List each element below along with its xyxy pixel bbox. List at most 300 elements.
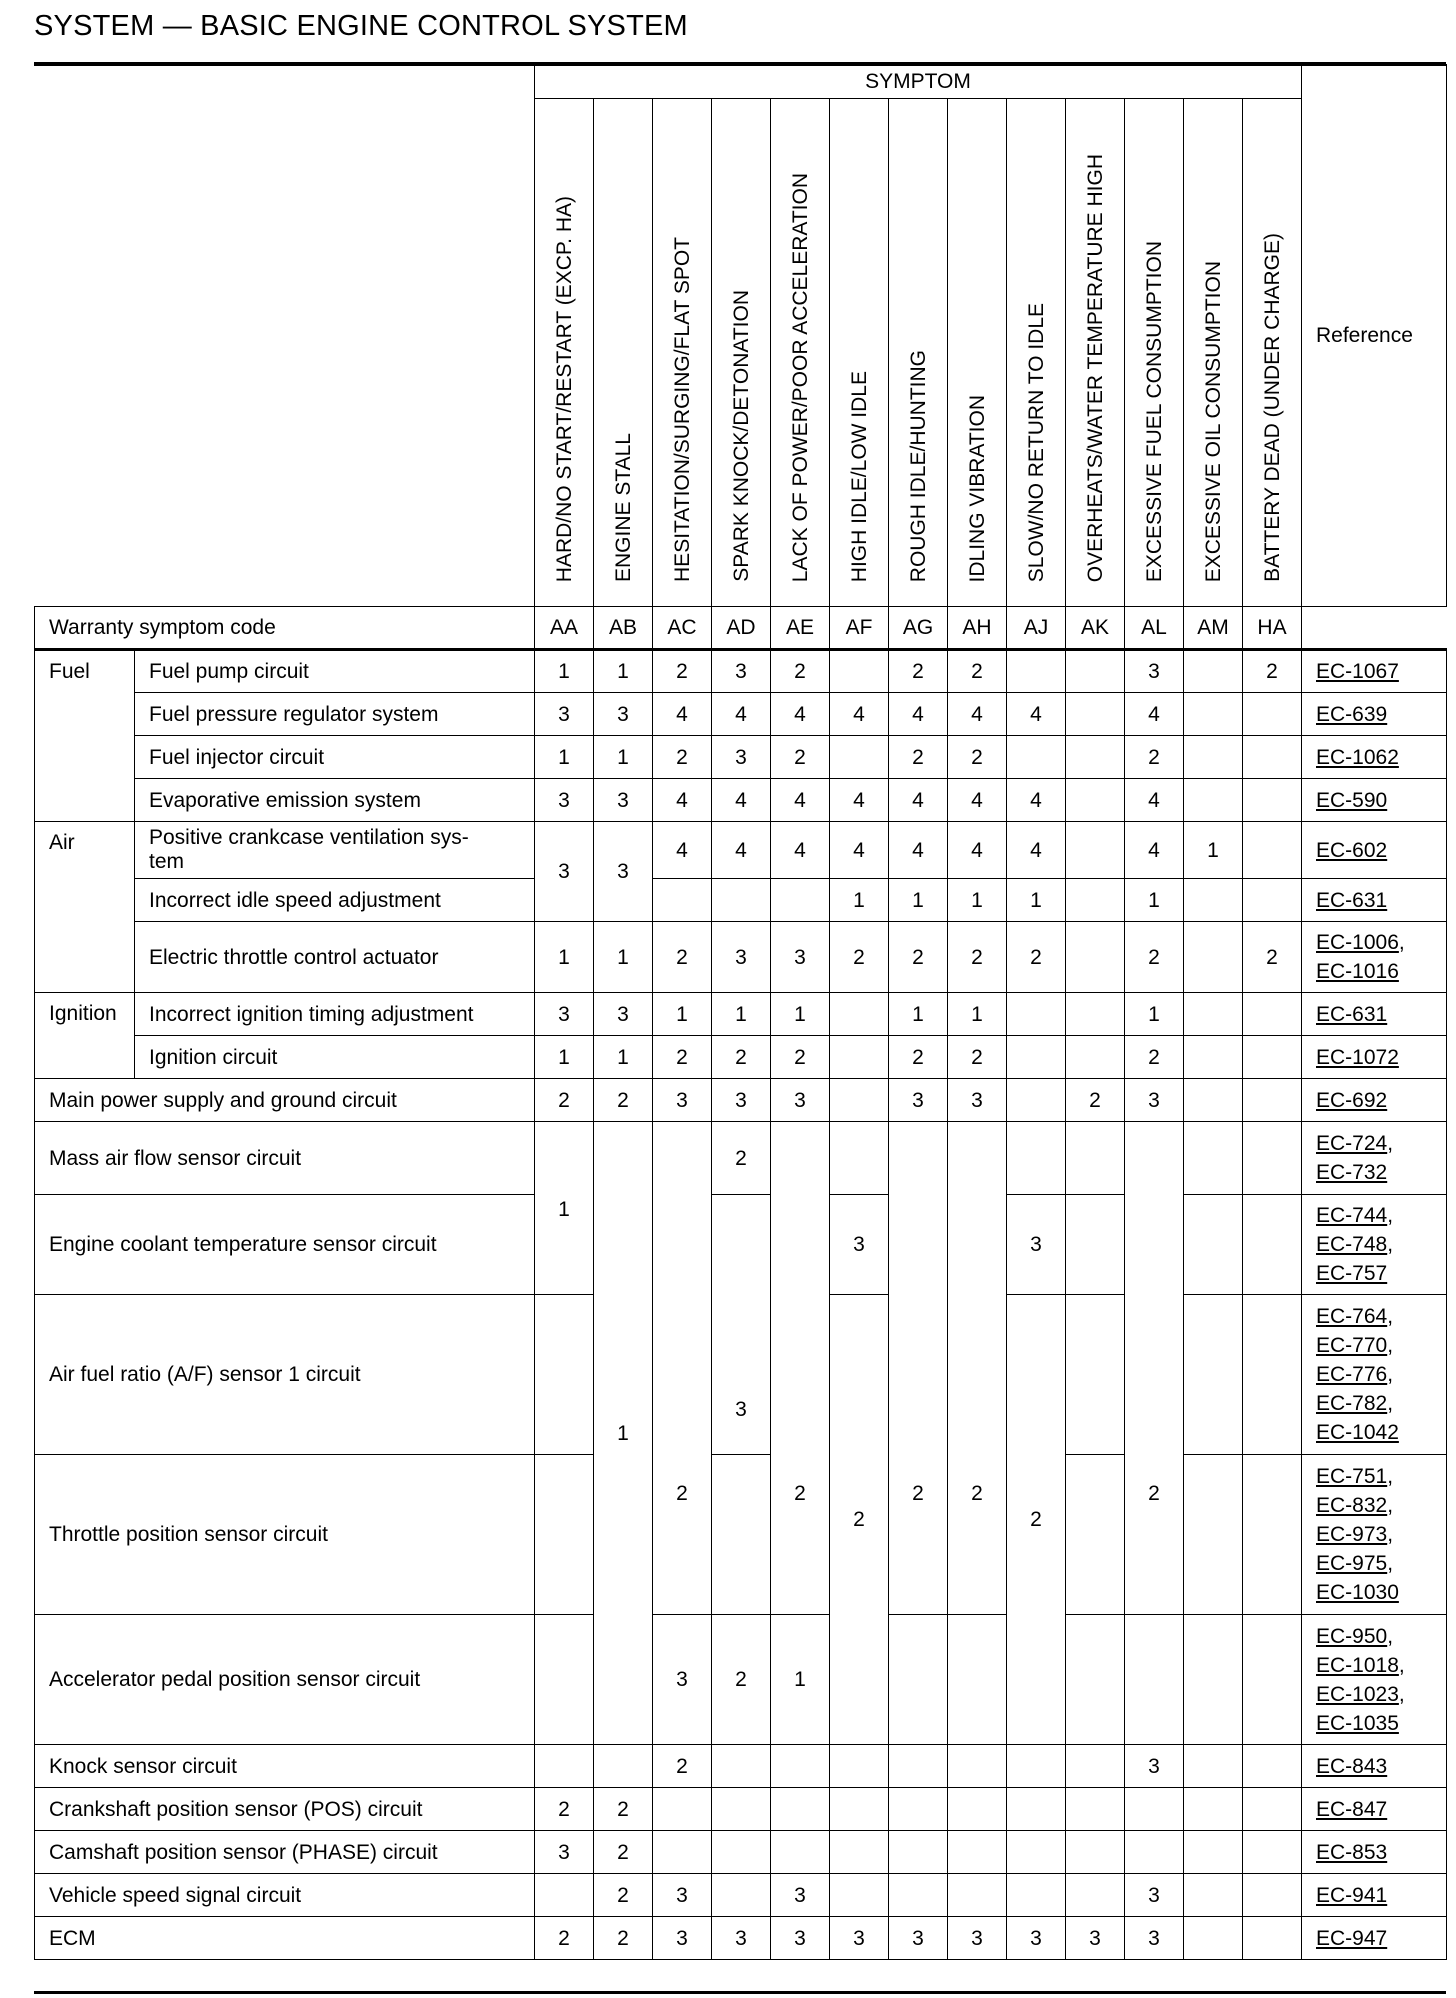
value-cell (1066, 1195, 1125, 1295)
reference-link[interactable]: EC-776 (1316, 1363, 1388, 1386)
value-cell: 3 (535, 822, 594, 922)
value-cell (1066, 1745, 1125, 1788)
reference-link[interactable]: EC-847 (1316, 1797, 1388, 1821)
reference-link[interactable]: EC-751 (1316, 1465, 1388, 1488)
reference-link[interactable]: EC-590 (1316, 788, 1388, 812)
value-cell: 2 (889, 650, 948, 693)
reference-link[interactable]: EC-832 (1316, 1494, 1388, 1517)
value-cell: 2 (1125, 1036, 1184, 1079)
reference-link[interactable]: EC-1018 (1316, 1653, 1399, 1677)
value-cell: 2 (948, 1122, 1007, 1615)
value-cell (1184, 993, 1243, 1036)
value-cell (1243, 693, 1302, 736)
value-cell (1184, 736, 1243, 779)
warranty-code: AB (594, 607, 653, 650)
header-blank (35, 65, 535, 607)
value-cell (1184, 1615, 1243, 1745)
row-label: Knock sensor circuit (35, 1745, 535, 1788)
value-cell: 4 (889, 779, 948, 822)
value-cell: 3 (594, 779, 653, 822)
value-cell: 2 (771, 650, 830, 693)
warranty-code: AD (712, 607, 771, 650)
value-cell: 3 (1125, 650, 1184, 693)
value-cell (1184, 1788, 1243, 1831)
reference-cell (1302, 779, 1447, 822)
reference-link[interactable]: EC-764 (1316, 1305, 1388, 1328)
reference-cell (1302, 1831, 1447, 1874)
value-cell (1184, 1036, 1243, 1079)
value-cell: 1 (1184, 822, 1243, 879)
symptom-name: HARD/NO START/RESTART (EXCP. HA) (552, 195, 576, 582)
value-cell: 2 (889, 736, 948, 779)
value-cell: 3 (771, 1079, 830, 1122)
row-label: Mass air flow sensor circuit (35, 1122, 535, 1195)
value-cell (1184, 650, 1243, 693)
value-cell: 2 (653, 736, 712, 779)
reference-link[interactable]: EC-950 (1316, 1624, 1388, 1648)
value-cell (1007, 1036, 1066, 1079)
value-cell (771, 1788, 830, 1831)
row-label: Camshaft position sensor (PHASE) circuit (35, 1831, 535, 1874)
row-label: Electric throttle control actuator (135, 922, 535, 993)
reference-link[interactable]: EC-744 (1316, 1204, 1388, 1227)
value-cell: 2 (594, 1831, 653, 1874)
value-cell: 2 (1066, 1079, 1125, 1122)
value-cell (1066, 1295, 1125, 1455)
value-cell (1125, 1831, 1184, 1874)
value-cell: 3 (712, 1195, 771, 1455)
value-cell (889, 1745, 948, 1788)
value-cell (535, 1615, 594, 1745)
value-cell (1243, 1036, 1302, 1079)
page-title: SYSTEM — BASIC ENGINE CONTROL SYSTEM (34, 10, 688, 42)
reference-link[interactable]: EC-947 (1316, 1926, 1388, 1950)
symptom-name-cell (594, 99, 653, 607)
value-cell: 1 (535, 1122, 594, 1295)
value-cell: 4 (830, 779, 889, 822)
value-cell: 4 (830, 693, 889, 736)
value-cell: 3 (535, 1831, 594, 1874)
value-cell: 2 (653, 1122, 712, 1615)
value-cell (830, 1831, 889, 1874)
value-cell (712, 1874, 771, 1917)
value-cell: 3 (653, 1079, 712, 1122)
value-cell: 3 (1007, 1195, 1066, 1295)
value-cell: 1 (1125, 879, 1184, 922)
reference-cell: EC-764, EC-770, EC-776, EC-782, EC-1042 (1302, 1295, 1447, 1455)
reference-link[interactable]: EC-631 (1316, 1002, 1388, 1026)
value-cell: 3 (535, 993, 594, 1036)
value-cell (1184, 1455, 1243, 1615)
value-cell: 4 (712, 779, 771, 822)
value-cell (948, 1874, 1007, 1917)
group-air: Air (35, 822, 135, 993)
row-label-line: Positive crankcase ventilation sys- (149, 826, 469, 849)
value-cell: 2 (948, 650, 1007, 693)
value-cell (1184, 1195, 1243, 1295)
value-cell: 1 (1007, 879, 1066, 922)
value-cell (1007, 1079, 1066, 1122)
value-cell: 3 (1007, 1917, 1066, 1960)
value-cell (1066, 1831, 1125, 1874)
value-cell: 4 (889, 822, 948, 879)
reference-link[interactable]: EC-639 (1316, 702, 1388, 726)
value-cell: 2 (889, 1036, 948, 1079)
row-label: ECM (35, 1917, 535, 1960)
reference-link[interactable]: EC-1035 (1316, 1711, 1399, 1735)
reference-link[interactable]: EC-770 (1316, 1334, 1388, 1357)
value-cell (948, 1831, 1007, 1874)
value-cell (889, 1615, 948, 1745)
reference-cell (1302, 736, 1447, 779)
value-cell: 1 (771, 1615, 830, 1745)
row-label: Air fuel ratio (A/F) sensor 1 circuit (35, 1295, 535, 1455)
value-cell (1243, 1122, 1302, 1195)
value-cell (1243, 1831, 1302, 1874)
value-cell (1184, 1874, 1243, 1917)
value-cell: 1 (830, 879, 889, 922)
value-cell: 2 (535, 1917, 594, 1960)
value-cell: 3 (535, 779, 594, 822)
reference-link[interactable]: EC-1030 (1316, 1581, 1399, 1604)
value-cell (1007, 1874, 1066, 1917)
value-cell: 3 (830, 1195, 889, 1295)
warranty-code: AF (830, 607, 889, 650)
reference-cell (1302, 693, 1447, 736)
reference-link[interactable]: EC-631 (1316, 888, 1388, 912)
value-cell (1066, 1455, 1125, 1615)
value-cell: 4 (948, 693, 1007, 736)
reference-link[interactable]: EC-748 (1316, 1233, 1388, 1256)
symptom-name-cell (1243, 99, 1302, 607)
reference-cell (1302, 1079, 1447, 1122)
reference-cell: EC-724, EC-732 (1302, 1122, 1447, 1195)
value-cell: 1 (535, 1036, 594, 1079)
value-cell (1007, 1122, 1066, 1195)
value-cell (1243, 1455, 1302, 1615)
value-cell: 4 (830, 822, 889, 879)
warranty-code: AC (653, 607, 712, 650)
value-cell: 2 (1125, 736, 1184, 779)
bottom-rule (34, 1991, 1446, 1994)
value-cell (1243, 1195, 1302, 1295)
reference-link[interactable]: EC-724 (1316, 1132, 1388, 1155)
warranty-code: AL (1125, 607, 1184, 650)
reference-link[interactable]: EC-973 (1316, 1523, 1388, 1546)
value-cell: 2 (771, 736, 830, 779)
value-cell (1066, 693, 1125, 736)
value-cell: 2 (653, 650, 712, 693)
reference-link[interactable]: EC-1072 (1316, 1045, 1399, 1069)
warranty-code: AH (948, 607, 1007, 650)
value-cell: 4 (771, 693, 830, 736)
value-cell: 2 (1243, 650, 1302, 693)
reference-cell: EC-1006, EC-1016 (1302, 922, 1447, 993)
value-cell (889, 1831, 948, 1874)
value-cell (1243, 1295, 1302, 1455)
value-cell: 4 (653, 822, 712, 879)
value-cell (535, 1745, 594, 1788)
value-cell: 3 (771, 1874, 830, 1917)
value-cell: 1 (535, 922, 594, 993)
reference-cell (1302, 1745, 1447, 1788)
value-cell: 2 (830, 1295, 889, 1745)
value-cell: 4 (712, 822, 771, 879)
value-cell: 2 (594, 1788, 653, 1831)
value-cell (1184, 879, 1243, 922)
value-cell (1066, 736, 1125, 779)
value-cell: 3 (948, 1917, 1007, 1960)
value-cell (653, 1831, 712, 1874)
value-cell (1243, 779, 1302, 822)
value-cell (712, 1831, 771, 1874)
value-cell: 3 (1125, 1874, 1184, 1917)
value-cell (889, 1874, 948, 1917)
value-cell (1066, 822, 1125, 879)
symptom-name: EXCESSIVE OIL CONSUMPTION (1201, 260, 1225, 582)
value-cell (712, 879, 771, 922)
value-cell (1184, 693, 1243, 736)
value-cell (1243, 736, 1302, 779)
symptom-name: SLOW/NO RETURN TO IDLE (1024, 302, 1048, 582)
value-cell: 1 (594, 1122, 653, 1745)
value-cell: 3 (1125, 1079, 1184, 1122)
value-cell (1243, 1874, 1302, 1917)
reference-cell: EC-950, EC-1018, EC-1023, EC-1035 (1302, 1615, 1447, 1745)
value-cell (1007, 1745, 1066, 1788)
symptom-name-cell (889, 99, 948, 607)
value-cell: 4 (653, 693, 712, 736)
value-cell: 3 (712, 922, 771, 993)
value-cell (889, 1788, 948, 1831)
reference-link[interactable]: EC-1023 (1316, 1682, 1399, 1706)
value-cell (830, 1079, 889, 1122)
value-cell: 2 (771, 1122, 830, 1615)
value-cell (1184, 1917, 1243, 1960)
symptom-name-cell (771, 99, 830, 607)
value-cell: 3 (1125, 1745, 1184, 1788)
value-cell: 2 (889, 1122, 948, 1615)
symptom-name: HESITATION/SURGING/FLAT SPOT (670, 237, 694, 582)
value-cell: 1 (1125, 993, 1184, 1036)
value-cell: 1 (771, 993, 830, 1036)
value-cell: 2 (771, 1036, 830, 1079)
reference-link[interactable]: EC-1042 (1316, 1421, 1399, 1444)
value-cell (1184, 1745, 1243, 1788)
row-label: Ignition circuit (135, 1036, 535, 1079)
value-cell: 1 (594, 922, 653, 993)
value-cell: 2 (1125, 1122, 1184, 1615)
reference-link[interactable]: EC-843 (1316, 1754, 1388, 1778)
group-fuel: Fuel (35, 650, 135, 822)
value-cell: 2 (830, 922, 889, 993)
value-cell (535, 1295, 594, 1455)
value-cell: 3 (1125, 1917, 1184, 1960)
row-label: Evaporative emission system (135, 779, 535, 822)
value-cell (712, 1455, 771, 1615)
value-cell: 1 (535, 650, 594, 693)
value-cell (1243, 993, 1302, 1036)
value-cell: 4 (1007, 693, 1066, 736)
value-cell (771, 1831, 830, 1874)
value-cell: 2 (712, 1036, 771, 1079)
reference-header: Reference (1302, 65, 1447, 607)
value-cell (830, 1036, 889, 1079)
value-cell (1184, 1122, 1243, 1195)
value-cell: 2 (594, 1874, 653, 1917)
value-cell: 2 (948, 1036, 1007, 1079)
reference-cell: EC-744, EC-748, EC-757 (1302, 1195, 1447, 1295)
group-ignition: Ignition (35, 993, 135, 1079)
value-cell (830, 1122, 889, 1195)
value-cell: 3 (594, 693, 653, 736)
value-cell (1066, 650, 1125, 693)
value-cell: 1 (948, 993, 1007, 1036)
value-cell: 3 (1066, 1917, 1125, 1960)
value-cell: 2 (889, 922, 948, 993)
symptom-matrix-table (34, 64, 1447, 1960)
value-cell: 2 (653, 922, 712, 993)
row-label: Fuel pressure regulator system (135, 693, 535, 736)
value-cell: 3 (771, 922, 830, 993)
value-cell: 1 (594, 736, 653, 779)
value-cell (1243, 1745, 1302, 1788)
value-cell: 3 (771, 1917, 830, 1960)
warranty-ref-blank (1302, 607, 1447, 650)
value-cell (1066, 922, 1125, 993)
value-cell (1066, 1036, 1125, 1079)
value-cell: 2 (948, 736, 1007, 779)
value-cell: 4 (771, 779, 830, 822)
symptom-name-cell (1066, 99, 1125, 607)
reference-link[interactable]: EC-732 (1316, 1161, 1388, 1184)
symptom-name-cell (1007, 99, 1066, 607)
value-cell (1066, 879, 1125, 922)
value-cell: 2 (1007, 922, 1066, 993)
reference-link[interactable]: EC-975 (1316, 1552, 1388, 1575)
symptom-name-cell (1184, 99, 1243, 607)
value-cell: 4 (1125, 779, 1184, 822)
value-cell (948, 1788, 1007, 1831)
reference-cell (1302, 1874, 1447, 1917)
value-cell (594, 1745, 653, 1788)
value-cell: 4 (653, 779, 712, 822)
value-cell (1243, 1917, 1302, 1960)
warranty-label: Warranty symptom code (35, 607, 535, 650)
value-cell: 2 (1125, 922, 1184, 993)
value-cell: 3 (948, 1079, 1007, 1122)
value-cell: 2 (1007, 1295, 1066, 1745)
value-cell (1243, 822, 1302, 879)
value-cell: 4 (1007, 779, 1066, 822)
value-cell (1243, 1079, 1302, 1122)
value-cell (948, 1745, 1007, 1788)
value-cell: 4 (1125, 822, 1184, 879)
symptom-name: LACK OF POWER/POOR ACCELERATION (788, 172, 812, 582)
value-cell: 3 (712, 1079, 771, 1122)
reference-link[interactable]: EC-1006 (1316, 931, 1399, 954)
value-cell (1243, 879, 1302, 922)
symptom-name-cell (653, 99, 712, 607)
value-cell: 1 (712, 993, 771, 1036)
reference-cell (1302, 1788, 1447, 1831)
value-cell: 3 (653, 1917, 712, 1960)
reference-link[interactable]: EC-1062 (1316, 745, 1399, 769)
value-cell: 4 (712, 693, 771, 736)
warranty-code: AE (771, 607, 830, 650)
value-cell: 2 (535, 1079, 594, 1122)
value-cell (1243, 1788, 1302, 1831)
value-cell: 2 (1243, 922, 1302, 993)
value-cell (771, 879, 830, 922)
value-cell (653, 1788, 712, 1831)
value-cell (830, 650, 889, 693)
reference-link[interactable]: EC-853 (1316, 1840, 1388, 1864)
symptom-name: OVERHEATS/WATER TEMPERATURE HIGH (1083, 153, 1107, 582)
value-cell: 4 (889, 693, 948, 736)
value-cell: 4 (948, 779, 1007, 822)
row-label: Fuel pump circuit (135, 650, 535, 693)
value-cell (1007, 1788, 1066, 1831)
value-cell: 3 (712, 1917, 771, 1960)
value-cell: 3 (535, 693, 594, 736)
row-label: Vehicle speed signal circuit (35, 1874, 535, 1917)
reference-link[interactable]: EC-757 (1316, 1262, 1388, 1285)
warranty-code: AM (1184, 607, 1243, 650)
value-cell: 2 (594, 1917, 653, 1960)
reference-link[interactable]: EC-1067 (1316, 660, 1399, 683)
value-cell (1184, 922, 1243, 993)
symptom-name: SPARK KNOCK/DETONATION (729, 290, 753, 582)
value-cell: 3 (712, 650, 771, 693)
row-label: Crankshaft position sensor (POS) circuit (35, 1788, 535, 1831)
reference-cell (1302, 1917, 1447, 1960)
reference-cell: EC-751, EC-832, EC-973, EC-975, EC-1030 (1302, 1455, 1447, 1615)
value-cell (1066, 1122, 1125, 1195)
symptom-name-cell (712, 99, 771, 607)
value-cell: 1 (535, 736, 594, 779)
value-cell: 1 (594, 650, 653, 693)
warranty-code: AJ (1007, 607, 1066, 650)
row-label (135, 822, 535, 879)
symptom-name: IDLING VIBRATION (965, 394, 989, 582)
row-label: Throttle position sensor circuit (35, 1455, 535, 1615)
row-label: Main power supply and ground circuit (35, 1079, 535, 1122)
row-label-line: tem (149, 850, 185, 873)
reference-link[interactable]: EC-782 (1316, 1392, 1388, 1415)
value-cell: 3 (712, 736, 771, 779)
symptom-header: SYMPTOM (535, 65, 1302, 99)
value-cell (1184, 1295, 1243, 1455)
value-cell: 2 (653, 1036, 712, 1079)
warranty-code: AA (535, 607, 594, 650)
row-label: Incorrect idle speed adjustment (135, 879, 535, 922)
reference-link[interactable]: EC-1016 (1316, 960, 1399, 983)
reference-link[interactable]: EC-692 (1316, 1088, 1388, 1112)
reference-link[interactable]: EC-941 (1316, 1883, 1388, 1907)
value-cell (1184, 1831, 1243, 1874)
value-cell (1184, 779, 1243, 822)
value-cell (948, 1615, 1007, 1745)
value-cell: 1 (889, 993, 948, 1036)
value-cell (1125, 1615, 1184, 1745)
value-cell (1007, 650, 1066, 693)
value-cell (830, 1874, 889, 1917)
value-cell: 2 (535, 1788, 594, 1831)
value-cell: 2 (712, 1615, 771, 1745)
reference-link[interactable]: EC-602 (1316, 838, 1388, 862)
symptom-name: EXCESSIVE FUEL CONSUMPTION (1142, 240, 1166, 582)
